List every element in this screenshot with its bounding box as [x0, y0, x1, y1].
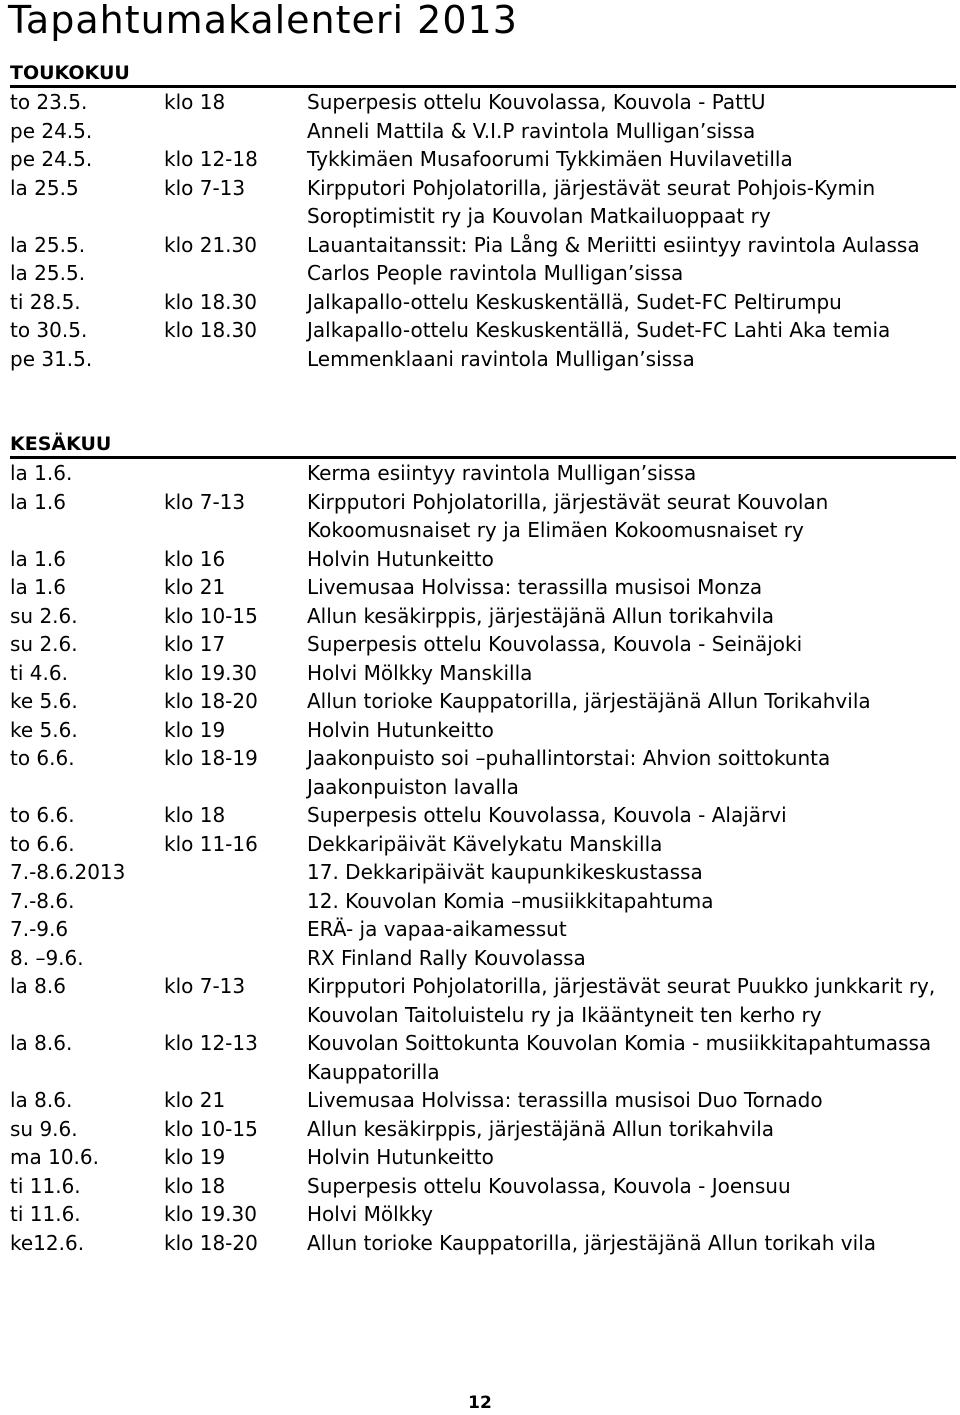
event-time: klo 18	[164, 1173, 226, 1198]
event-date: pe 24.5.	[10, 118, 93, 143]
event-row	[0, 944, 960, 973]
event-date: la 1.6	[10, 546, 66, 571]
event-time	[160, 345, 307, 374]
event-description: Superpesis ottelu Kouvolassa, Kouvola - Seinäjoki	[307, 632, 803, 656]
event-date: to 6.6.	[10, 746, 75, 770]
event-date: la 8.6.	[10, 1031, 73, 1055]
event-row	[0, 545, 960, 574]
event-time: klo 12-18	[164, 147, 258, 171]
event-time	[160, 858, 307, 887]
event-date: la 1.6.	[10, 461, 73, 485]
section-heading-toukokuu: TOUKOKUU	[10, 61, 956, 88]
event-row	[0, 972, 960, 1029]
event-row	[0, 345, 960, 374]
event-description: Allun kesäkirppis, järjestäjänä Allun torikahvila	[307, 603, 775, 628]
event-time: klo 19.30	[164, 660, 257, 685]
event-description: Jalkapallo-ottelu Keskuskentällä, Sudet-FC Lahti Aka temia	[307, 318, 891, 342]
event-date: ti 4.6.	[10, 660, 68, 685]
event-row	[0, 602, 960, 631]
event-date: ti 11.6.	[10, 1173, 81, 1198]
event-description: Lauantaitanssit: Pia Lång & Meriitti esiintyy ravintola Aulassa	[307, 232, 920, 257]
event-time	[160, 944, 307, 973]
event-time: klo 7-13	[164, 489, 246, 514]
event-description: Holvin Hutunkeitto	[307, 717, 494, 742]
event-time: klo 18	[164, 90, 226, 114]
event-row	[0, 88, 960, 117]
event-time: klo 21	[164, 575, 226, 599]
event-time: klo 7-13	[164, 175, 246, 200]
event-list-kesakuu	[0, 459, 960, 1257]
event-row	[0, 316, 960, 345]
event-list-toukokuu	[0, 88, 960, 373]
event-date: pe 24.5.	[10, 147, 93, 171]
event-row	[0, 1143, 960, 1172]
event-description: Holvi Mölkky	[307, 1202, 433, 1226]
event-date: su 2.6.	[10, 603, 78, 628]
event-row	[0, 117, 960, 146]
event-description: Holvin Hutunkeitto	[307, 546, 494, 571]
event-date: la 1.6	[10, 489, 66, 514]
event-date: to 30.5.	[10, 318, 88, 342]
event-row	[0, 744, 960, 801]
event-row	[0, 488, 960, 545]
event-description: Kirpputori Pohjolatorilla, järjestävät seurat Kouvolan Kokoomusnaiset ry ja Elimäen Kokoomusnaiset ry	[307, 489, 829, 542]
event-date: ke 5.6.	[10, 717, 78, 742]
event-row	[0, 1200, 960, 1229]
event-date: ke12.6.	[10, 1230, 85, 1255]
event-date: 7.-9.6	[10, 917, 69, 941]
event-description: Allun kesäkirppis, järjestäjänä Allun torikahvila	[307, 1116, 775, 1141]
event-time: klo 10-15	[164, 1116, 258, 1141]
event-time	[160, 887, 307, 916]
event-row	[0, 915, 960, 944]
event-description: Allun torioke Kauppatorilla, järjestäjänä Allun torikah vila	[307, 1230, 877, 1255]
event-row	[0, 887, 960, 916]
event-description: Kirpputori Pohjolatorilla, järjestävät seurat Pohjois-Kymin Soroptimistit ry ja Kouvolan Matkailuoppaat ry	[307, 175, 876, 228]
event-row	[0, 1172, 960, 1201]
event-description: ERÄ- ja vapaa-aikamessut	[307, 917, 567, 941]
event-row	[0, 1115, 960, 1144]
event-date: to 23.5.	[10, 90, 88, 114]
event-description: Allun torioke Kauppatorilla, järjestäjänä Allun Torikahvila	[307, 689, 871, 713]
event-date: la 1.6	[10, 575, 66, 599]
event-row	[0, 858, 960, 887]
page-number: 12	[468, 1393, 492, 1413]
event-description: Kirpputori Pohjolatorilla, järjestävät seurat Puukko junkkarit ry, Kouvolan Taitoluistelu ry ja Ikääntyneit ten kerho ry	[307, 974, 936, 1027]
event-time: klo 19	[164, 717, 226, 742]
event-row	[0, 1229, 960, 1258]
event-time: klo 18-20	[164, 689, 258, 713]
event-description: Livemusaa Holvissa: terassilla musisoi Monza	[307, 575, 763, 599]
event-date: 7.-8.6.2013	[10, 860, 126, 884]
event-description: RX Finland Rally Kouvolassa	[307, 945, 586, 970]
event-description: Jaakonpuisto soi –puhallintorstai: Ahvion soittokunta Jaakonpuiston lavalla	[307, 746, 831, 799]
event-time: klo 11-16	[164, 831, 258, 856]
event-time: klo 19.30	[164, 1202, 257, 1226]
event-row	[0, 231, 960, 260]
event-time	[160, 259, 307, 288]
event-time: klo 18.30	[164, 318, 257, 342]
event-row	[0, 259, 960, 288]
event-date: la 8.6.	[10, 1088, 73, 1112]
event-time: klo 12-13	[164, 1031, 258, 1055]
event-time: klo 21	[164, 1088, 226, 1112]
event-date: 8. –9.6.	[10, 945, 84, 970]
event-row	[0, 573, 960, 602]
event-description: 12. Kouvolan Komia –musiikkitapahtuma	[307, 888, 714, 913]
event-row	[0, 288, 960, 317]
event-time	[160, 459, 307, 488]
event-date: pe 31.5.	[10, 346, 93, 371]
event-description: Jalkapallo-ottelu Keskuskentällä, Sudet-FC Peltirumpu	[307, 289, 842, 314]
event-date: to 6.6.	[10, 831, 75, 856]
event-time	[160, 915, 307, 944]
event-time: klo 10-15	[164, 603, 258, 628]
event-row	[0, 459, 960, 488]
event-row	[0, 1029, 960, 1086]
event-time: klo 21.30	[164, 232, 257, 257]
event-time: klo 19	[164, 1145, 226, 1169]
page-title: Tapahtumakalenteri 2013	[8, 0, 518, 42]
event-description: Superpesis ottelu Kouvolassa, Kouvola - Alajärvi	[307, 803, 787, 827]
section-heading-kesakuu: KESÄKUU	[10, 432, 956, 459]
event-date: to 6.6.	[10, 803, 75, 827]
event-time: klo 18-20	[164, 1230, 258, 1255]
event-date: la 25.5	[10, 175, 79, 200]
event-description: Dekkaripäivät Kävelykatu Manskilla	[307, 831, 663, 856]
event-row	[0, 630, 960, 659]
event-date: la 25.5.	[10, 232, 86, 257]
event-time: klo 18-19	[164, 746, 258, 770]
event-row	[0, 687, 960, 716]
event-date: ti 11.6.	[10, 1202, 81, 1226]
event-date: ke 5.6.	[10, 689, 78, 713]
event-row	[0, 801, 960, 830]
event-description: Kouvolan Soittokunta Kouvolan Komia - musiikkitapahtumassa Kauppatorilla	[307, 1031, 932, 1084]
event-description: Lemmenklaani ravintola Mulligan’sissa	[307, 346, 695, 371]
event-description: Tykkimäen Musafoorumi Tykkimäen Huvilavetilla	[307, 147, 793, 171]
event-date: la 8.6	[10, 974, 66, 998]
event-description: Carlos People ravintola Mulligan’sissa	[307, 261, 684, 285]
event-row	[0, 174, 960, 231]
event-date: su 9.6.	[10, 1116, 78, 1141]
event-date: 7.-8.6.	[10, 888, 75, 913]
event-time: klo 18.30	[164, 289, 257, 314]
event-description: Holvin Hutunkeitto	[307, 1145, 494, 1169]
event-description: Superpesis ottelu Kouvolassa, Kouvola - PattU	[307, 90, 766, 114]
event-description: Livemusaa Holvissa: terassilla musisoi Duo Tornado	[307, 1088, 823, 1112]
event-date: la 25.5.	[10, 261, 86, 285]
event-date: ti 28.5.	[10, 289, 81, 314]
event-date: su 2.6.	[10, 632, 78, 656]
event-row	[0, 716, 960, 745]
event-row	[0, 1086, 960, 1115]
event-time: klo 7-13	[164, 974, 246, 998]
event-time: klo 18	[164, 803, 226, 827]
event-description: Holvi Mölkky Manskilla	[307, 660, 533, 685]
event-description: Kerma esiintyy ravintola Mulligan’sissa	[307, 461, 697, 485]
event-row	[0, 659, 960, 688]
event-time: klo 16	[164, 546, 226, 571]
event-description: 17. Dekkaripäivät kaupunkikeskustassa	[307, 860, 703, 884]
event-description: Anneli Mattila & V.I.P ravintola Mulligan’sissa	[307, 118, 756, 143]
event-row	[0, 830, 960, 859]
event-time	[160, 117, 307, 146]
event-date: ma 10.6.	[10, 1145, 99, 1169]
event-time: klo 17	[164, 632, 226, 656]
event-row	[0, 145, 960, 174]
event-description: Superpesis ottelu Kouvolassa, Kouvola - Joensuu	[307, 1173, 791, 1198]
